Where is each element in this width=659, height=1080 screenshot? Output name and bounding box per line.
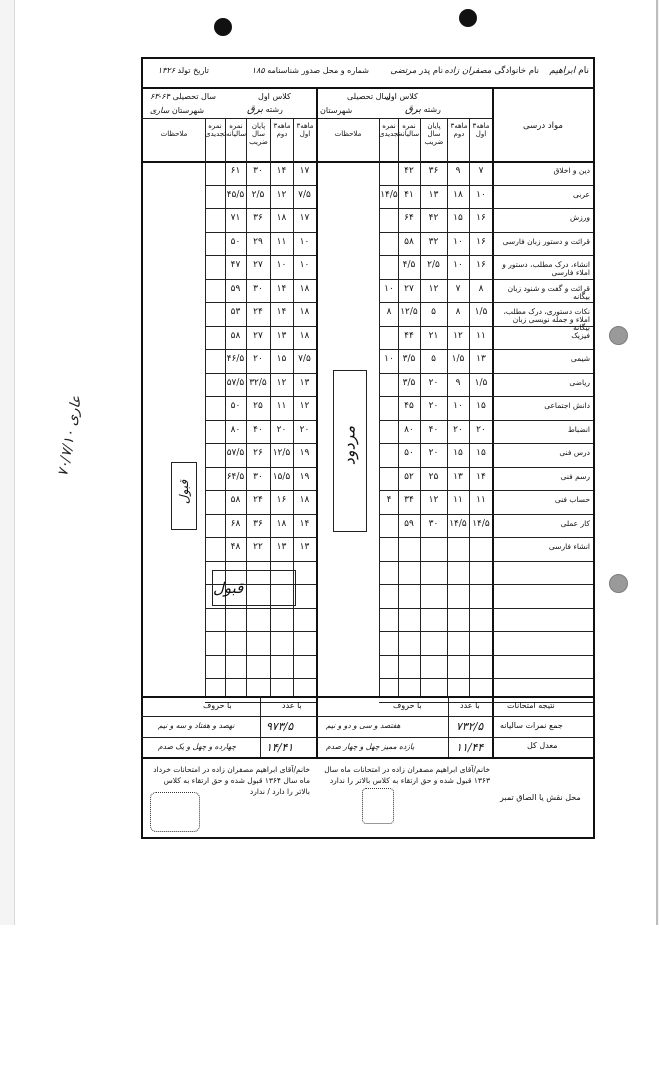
- col-retake: نمره تجدیدی: [379, 122, 401, 138]
- row-divider: [379, 584, 593, 585]
- left-score-cell: ۲۰: [253, 354, 263, 364]
- left-score-cell: ۶۴/۵: [226, 471, 245, 482]
- subject-label: شیمی: [570, 354, 590, 363]
- left-score-cell: ۱۰: [299, 236, 310, 247]
- left-score-cell: ۱۲: [276, 377, 287, 388]
- right-score-cell: ۲۰: [428, 448, 439, 458]
- left-score-cell: ۴۰: [253, 424, 263, 435]
- right-score-cell: ۴۴: [404, 330, 414, 341]
- left-total-words: نهصد و هفتاد و سه و نیم: [158, 721, 235, 730]
- row-divider: [379, 302, 593, 303]
- row-divider: [205, 208, 316, 209]
- right-score-cell: ۳۴: [404, 495, 414, 505]
- right-score-cell: ۱۶: [476, 236, 486, 247]
- left-score-cell: ۱۹: [299, 448, 310, 458]
- right-score-cell: ۴۱: [404, 189, 414, 200]
- by-number-right: با عدد: [460, 701, 480, 710]
- right-average: ۱۱/۴۴: [456, 741, 484, 754]
- left-total: ۹۷۳/۵: [266, 720, 294, 733]
- family-field: نام خانوادگی مصفران زاده: [444, 66, 539, 76]
- left-score-cell: ۲۲: [253, 542, 263, 552]
- official-seal: [362, 788, 394, 824]
- right-score-cell: ۱۵: [476, 401, 486, 411]
- right-score-cell: ۱۴: [476, 471, 486, 482]
- subject-label: حساب فنی: [554, 495, 590, 504]
- right-score-cell: ۴/۵: [402, 260, 416, 270]
- right-score-cell: ۱۵: [476, 448, 486, 458]
- left-note: خانم/آقای ابراهیم مصفران زاده در امتحانات خرداد ماه سال ۱۳۶۴ قبول شده و حق ارتقاء به کلاس بالاتر را دارد / ندارد: [153, 765, 310, 796]
- row-divider: [379, 631, 593, 632]
- by-letters-left: با حروف: [203, 701, 232, 710]
- left-score-cell: ۱۸: [299, 307, 310, 317]
- subject-label: قرائت و دستور زبان فارسی: [502, 236, 590, 246]
- punch-hole: [609, 574, 628, 593]
- right-score-cell: ۲۰: [453, 424, 463, 435]
- yearly-total-label: جمع نمرات سالیانه: [500, 721, 563, 730]
- left-score-cell: ۷۱: [230, 213, 241, 223]
- left-score-cell: ۴۸: [230, 542, 241, 552]
- right-score-cell: ۳۲: [428, 236, 439, 247]
- right-average-words: یازده ممیز چهل و چهار صدم: [326, 742, 415, 751]
- row-divider: [379, 490, 593, 491]
- col-score-left: نمره سالیانه: [226, 122, 247, 138]
- row-divider: [205, 631, 316, 632]
- left-year: سال تحصیلی ۶۴-۶۳: [150, 92, 216, 101]
- father-field: نام پدر مرتضی: [390, 66, 443, 76]
- right-score-cell: ۸: [386, 307, 392, 317]
- right-score-cell: ۴۵: [404, 401, 414, 411]
- right-note: خانم/آقای ابراهیم مصفران زاده در امتحانات ماه سال ۱۳۶۳ قبول شده و حق ارتقاء به کلاس بالاتر را ندارد: [324, 765, 490, 785]
- row-divider: [205, 279, 316, 280]
- right-score-cell: ۸۰: [404, 424, 414, 435]
- left-score-cell: ۲۰: [299, 424, 310, 435]
- margin-handwriting: ۷۰/۷/۱۰ عاری: [55, 394, 85, 478]
- right-score-cell: ۱۵: [453, 448, 463, 458]
- col-q1: ۳ماهه اول: [472, 122, 490, 138]
- right-score-cell: ۶۴: [404, 213, 414, 223]
- row-divider: [205, 326, 316, 327]
- right-score-cell: ۲۵: [428, 471, 439, 482]
- row-divider: [205, 420, 316, 421]
- row-divider: [379, 443, 593, 444]
- row-divider: [379, 373, 593, 374]
- official-seal: [150, 792, 200, 832]
- right-score-cell: ۲۰: [428, 401, 439, 411]
- subject-label: دین و اخلاق: [553, 166, 590, 175]
- row-divider: [379, 208, 593, 209]
- left-score-cell: ۱۷: [299, 166, 310, 176]
- row-divider: [205, 443, 316, 444]
- stamp-label: محل نقش یا الصاق تمبر: [500, 793, 581, 802]
- row-divider: [205, 396, 316, 397]
- left-score-cell: ۵۸: [230, 495, 241, 505]
- by-letters-right: با حروف: [393, 701, 422, 710]
- left-score-cell: ۱۷: [299, 213, 310, 223]
- left-score-cell: ۱۱: [276, 401, 287, 411]
- birth-field: تاریخ تولد ۱۳۲۶: [157, 66, 209, 75]
- col-final-left: پایان سال ضریب: [249, 122, 268, 146]
- subject-label: نکات دستوری، درک مطلب، املاء و جمله نویسی زبان بیگانه: [503, 307, 590, 332]
- left-score-cell: ۲۶: [253, 448, 263, 458]
- right-score-cell: ۱۰: [453, 260, 463, 270]
- row-divider: [379, 608, 593, 609]
- right-score-cell: ۱۰: [476, 189, 486, 200]
- col-final: پایان سال ضریب: [424, 122, 444, 146]
- subject-label: انشاء، درک مطلب، دستور و املاء فارسی: [502, 260, 590, 277]
- id-field: شماره و محل صدور شناسنامه ۱۸۵: [251, 66, 369, 75]
- right-score-cell: ۱۰: [384, 354, 394, 364]
- left-score-cell: ۱۵: [276, 354, 287, 364]
- col-notes: ملاحظات: [334, 130, 362, 138]
- right-field: رشته برق: [405, 104, 441, 115]
- row-divider: [379, 255, 593, 256]
- col-q1-left: ۳ماهه اول: [296, 122, 314, 138]
- subject-label: دانش اجتماعی: [544, 401, 590, 410]
- left-score-cell: ۳۶: [253, 213, 263, 223]
- right-score-cell: ۱۴/۵: [449, 518, 467, 529]
- left-score-cell: ۳۰: [253, 166, 263, 176]
- right-score-cell: ۳/۵: [402, 354, 416, 364]
- row-divider: [205, 232, 316, 233]
- left-score-cell: ۴۷: [230, 260, 241, 270]
- col-notes-left: ملاحظات: [160, 130, 188, 138]
- left-city: شهرستان ساری: [150, 106, 205, 115]
- row-divider: [379, 279, 593, 280]
- passed-stamp: قبول: [171, 462, 197, 530]
- row-divider: [379, 467, 593, 468]
- right-score-cell: ۱۲: [428, 495, 439, 505]
- row-divider: [379, 420, 593, 421]
- left-score-cell: ۷/۵: [298, 189, 311, 200]
- right-score-cell: ۱۳: [476, 354, 486, 364]
- left-score-cell: ۱۶: [276, 495, 287, 505]
- punch-hole: [214, 18, 232, 36]
- left-score-cell: ۱۴: [299, 518, 310, 529]
- col-retake-left: نمره تجدیدی: [205, 122, 227, 138]
- left-score-cell: ۵۹: [230, 283, 241, 294]
- left-score-cell: ۱۳: [276, 330, 287, 341]
- row-divider: [379, 396, 593, 397]
- right-score-cell: ۲۰: [476, 424, 486, 435]
- right-score-cell: ۷: [455, 283, 461, 294]
- left-score-cell: ۱۸: [299, 283, 310, 294]
- left-score-cell: ۳۶: [253, 518, 263, 529]
- left-score-cell: ۴۶/۵: [226, 354, 245, 364]
- left-score-cell: ۱۴: [276, 307, 287, 317]
- right-score-cell: ۳۰: [428, 518, 439, 529]
- right-score-cell: ۵: [431, 354, 436, 364]
- right-score-cell: ۵: [431, 307, 436, 317]
- left-score-cell: ۵۰: [230, 236, 241, 247]
- right-score-cell: ۴: [386, 495, 392, 505]
- right-score-cell: ۱۶: [476, 213, 486, 223]
- right-total-words: هفتصد و سی و دو و نیم: [326, 721, 401, 730]
- row-divider: [379, 678, 593, 679]
- left-score-cell: ۱۳: [299, 542, 310, 552]
- failed-stamp: مردود: [333, 370, 367, 532]
- average-label: معدل کل: [527, 741, 558, 750]
- right-total: ۷۳۲/۵: [456, 720, 484, 733]
- left-score-cell: ۲۵: [253, 401, 263, 411]
- right-score-cell: ۳/۵: [402, 377, 416, 388]
- row-divider: [205, 537, 316, 538]
- row-divider: [205, 655, 316, 656]
- col-q2: ۳ماهه دوم: [450, 122, 468, 138]
- row-divider: [205, 608, 316, 609]
- left-score-cell: ۱۰: [276, 260, 287, 270]
- col-subjects: مواد درسی: [523, 121, 563, 131]
- right-score-cell: ۴۲: [404, 166, 414, 176]
- right-score-cell: ۱۰: [453, 401, 463, 411]
- right-score-cell: ۱۵: [453, 213, 463, 223]
- left-score-cell: ۴۵/۵: [226, 189, 245, 200]
- row-divider: [379, 349, 593, 350]
- subject-label: کار عملی: [560, 518, 590, 528]
- left-score-cell: ۳۰: [253, 283, 263, 294]
- left-score-cell: ۱۳: [276, 542, 287, 552]
- right-score-cell: ۴۲: [428, 213, 439, 223]
- left-score-cell: ۵۰: [230, 401, 241, 411]
- col-score: نمره سالیانه: [399, 122, 420, 138]
- left-score-cell: ۵۷/۵: [226, 377, 245, 388]
- left-score-cell: ۱۸: [276, 213, 287, 223]
- subject-label: درس فنی: [559, 448, 590, 457]
- left-score-cell: ۳۰: [253, 471, 263, 482]
- left-score-cell: ۱۴: [276, 166, 287, 176]
- left-score-cell: ۲۴: [253, 307, 263, 317]
- subject-label: انشاء فارسی: [548, 542, 590, 551]
- left-score-cell: ۶۸: [230, 518, 241, 529]
- right-score-cell: ۱۱: [453, 495, 463, 505]
- row-divider: [205, 467, 316, 468]
- right-score-cell: ۱۱: [476, 495, 486, 505]
- subject-label: رسم فنی: [560, 471, 590, 481]
- right-score-cell: ۱/۵: [474, 377, 488, 388]
- left-score-cell: ۱۲: [299, 401, 310, 411]
- left-score-cell: ۱۹: [299, 471, 310, 482]
- by-number-left: با عدد: [282, 701, 302, 710]
- left-score-cell: ۷/۵: [298, 354, 311, 364]
- subject-label: قرائت و گفت و شنود زبان بیگانه: [507, 283, 590, 301]
- punch-hole: [609, 326, 628, 345]
- left-score-cell: ۱۸: [299, 330, 310, 341]
- subject-label: ورزش: [569, 213, 590, 222]
- left-score-cell: ۱۲: [276, 189, 287, 200]
- punch-hole: [459, 9, 477, 27]
- right-score-cell: ۱۴/۵: [472, 518, 490, 529]
- right-score-cell: ۲/۵: [427, 260, 440, 270]
- left-score-cell: ۲۹: [253, 236, 263, 247]
- subject-label: فیزیک: [571, 330, 590, 340]
- right-score-cell: ۴۰: [428, 424, 439, 435]
- right-city: شهرستان: [320, 106, 353, 115]
- right-score-cell: ۳۶: [428, 166, 439, 176]
- left-class: کلاس اول: [258, 92, 291, 101]
- right-score-cell: ۲۷: [404, 283, 414, 294]
- right-score-cell: ۱۰: [384, 283, 394, 294]
- row-divider: [205, 678, 316, 679]
- left-score-cell: ۱۴: [276, 283, 287, 294]
- row-divider: [205, 373, 316, 374]
- right-score-cell: ۵۹: [404, 518, 414, 529]
- row-divider: [205, 490, 316, 491]
- row-divider: [205, 185, 316, 186]
- left-score-cell: ۵۷/۵: [226, 448, 245, 458]
- right-score-cell: ۹: [455, 166, 461, 176]
- exam-result-label: نتیجه امتحانات: [507, 701, 555, 710]
- row-divider: [205, 302, 316, 303]
- row-divider: [205, 561, 316, 562]
- right-score-cell: ۹: [455, 377, 461, 388]
- row-divider: [379, 514, 593, 515]
- right-year: سال تحصیلی: [347, 92, 391, 101]
- left-score-cell: ۱۳: [299, 377, 310, 388]
- row-divider: [379, 655, 593, 656]
- right-score-cell: ۵۲: [404, 471, 414, 482]
- left-score-cell: ۲۴: [253, 495, 263, 505]
- right-score-cell: ۸: [478, 283, 484, 294]
- row-divider: [379, 561, 593, 562]
- left-score-cell: ۱۱: [276, 236, 287, 247]
- right-score-cell: ۱۲/۵: [400, 307, 418, 317]
- left-average-words: چهارده و چهل و یک صدم: [158, 742, 236, 751]
- right-score-cell: ۷: [478, 166, 484, 176]
- right-score-cell: ۸: [455, 307, 461, 317]
- col-q2-left: ۳ماهه دوم: [273, 122, 291, 138]
- left-score-cell: ۶۱: [230, 166, 241, 176]
- right-score-cell: ۱۳: [453, 471, 463, 482]
- right-class: کلاس اول: [385, 92, 418, 101]
- left-score-cell: ۲۷: [253, 330, 263, 341]
- row-divider: [379, 537, 593, 538]
- right-score-cell: ۱۱: [476, 330, 486, 341]
- right-score-cell: ۱۳: [428, 189, 439, 200]
- right-score-cell: ۱/۵: [474, 307, 488, 317]
- left-score-cell: ۲/۵: [251, 189, 265, 200]
- passed-box: قبول: [212, 570, 296, 606]
- subject-label: انضباط: [567, 424, 590, 434]
- left-score-cell: ۸۰: [230, 424, 241, 435]
- left-score-cell: ۱۸: [276, 518, 287, 529]
- left-score-cell: ۲۰: [276, 424, 287, 435]
- row-divider: [205, 514, 316, 515]
- left-score-cell: ۵۸: [230, 330, 241, 341]
- right-score-cell: ۱۴/۵: [380, 189, 398, 200]
- left-field: رشته برق: [247, 104, 283, 115]
- left-score-cell: ۵۳: [230, 307, 241, 317]
- right-score-cell: ۲۰: [428, 377, 439, 388]
- subject-label: ریاضی: [569, 377, 590, 387]
- right-score-cell: ۱۰: [453, 236, 463, 247]
- left-score-cell: ۳۲/۵: [249, 377, 267, 388]
- left-average: ۱۴/۴۱: [266, 741, 294, 754]
- left-score-cell: ۱۲/۵: [272, 448, 291, 458]
- right-score-cell: ۱۲: [453, 330, 463, 341]
- row-divider: [205, 255, 316, 256]
- right-score-cell: ۱۲: [428, 283, 439, 294]
- left-score-cell: ۱۸: [299, 495, 310, 505]
- row-divider: [379, 185, 593, 186]
- left-score-cell: ۲۷: [253, 260, 263, 270]
- right-score-cell: ۱/۵: [451, 354, 465, 364]
- left-score-cell: ۱۰: [299, 260, 310, 270]
- right-score-cell: ۵۰: [404, 448, 414, 458]
- right-score-cell: ۵۸: [404, 236, 414, 247]
- right-score-cell: ۱۸: [453, 189, 463, 200]
- name-field: نام ابراهیم: [549, 66, 589, 76]
- row-divider: [379, 232, 593, 233]
- right-score-cell: ۲۱: [428, 330, 439, 341]
- row-divider: [205, 349, 316, 350]
- right-score-cell: ۱۶: [476, 260, 486, 270]
- subject-label: عربی: [573, 189, 590, 199]
- left-score-cell: ۱۵/۵: [272, 471, 291, 482]
